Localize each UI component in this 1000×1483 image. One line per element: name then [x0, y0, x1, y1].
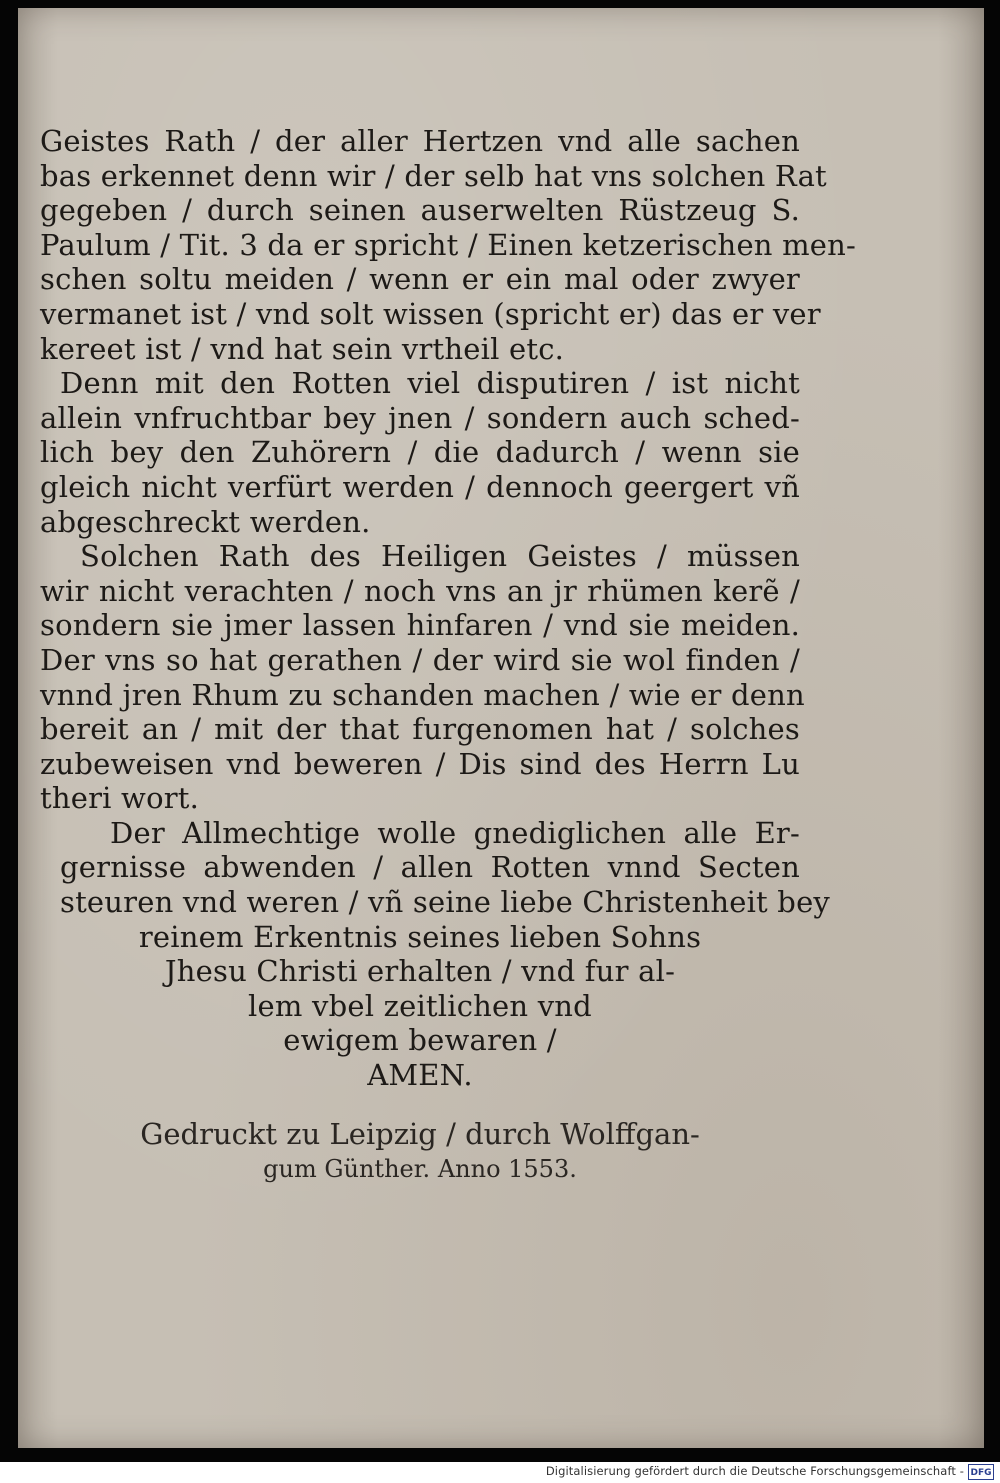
text-line: theri wort.	[40, 781, 200, 816]
body-text	[40, 124, 857, 1093]
colophon	[40, 1116, 800, 1185]
dfg-logo: DFG	[968, 1464, 994, 1480]
closing-line: lem vbel zeitlichen vnd	[248, 988, 592, 1023]
text-line: gleich nicht verfürt werden / dennoch geergert vñ	[40, 469, 800, 504]
amen-line: AMEN.	[367, 1058, 473, 1093]
text-line: bereit an / mit der that furgenomen hat / solches	[40, 712, 800, 747]
text-line: gegeben / durch seinen auserwelten Rüstzeug S.	[40, 193, 800, 228]
text-line: Solchen Rath des Heiligen Geistes / müssen	[80, 539, 800, 574]
text-line: abgeschreckt werden.	[40, 504, 371, 539]
closing-line: Der Allmechtige wolle gnediglichen alle Er-	[110, 815, 800, 850]
closing-line: ewigem bewaren /	[283, 1023, 557, 1058]
text-line: bas erkennet denn wir / der selb hat vns solchen Rat	[40, 158, 827, 193]
funding-credit: Digitalisierung gefördert durch die Deutsche Forschungsgemeinschaft -	[545, 1464, 964, 1478]
text-line: sondern sie jmer lassen hinfaren / vnd sie meiden.	[40, 608, 800, 643]
text-line: schen soltu meiden / wenn er ein mal oder zwyer	[40, 262, 800, 297]
text-line: Der vns so hat gerathen / der wird sie wol finden /	[40, 642, 800, 677]
book-page	[18, 8, 984, 1448]
text-line: allein vnfruchtbar bey jnen / sondern auch sched-	[40, 400, 800, 435]
text-line: zubeweisen vnd beweren / Dis sind des Herrn Lu	[40, 746, 800, 781]
colophon-line: gum Günther. Anno 1553.	[263, 1154, 577, 1183]
text-line: vermanet ist / vnd solt wissen (spricht er) das er ver	[40, 296, 821, 331]
colophon-line: Gedruckt zu Leipzig / durch Wolffgan-	[140, 1117, 700, 1151]
text-line: lich bey den Zuhörern / die dadurch / wenn sie	[40, 435, 800, 470]
text-line: Denn mit den Rotten viel disputiren / ist nicht	[60, 366, 800, 401]
closing-line: gernisse abwenden / allen Rotten vnnd Secten	[60, 850, 800, 885]
text-line: wir nicht verachten / noch vns an jr rhümen kerẽ /	[40, 573, 800, 608]
closing-line: reinem Erkentnis seines lieben Sohns	[138, 919, 702, 954]
text-line: Paulum / Tit. 3 da er spricht / Einen ketzerischen men-	[40, 227, 857, 262]
footer-bar	[0, 1462, 1000, 1483]
closing-line: steuren vnd weren / vñ seine liebe Christenheit bey	[60, 885, 831, 920]
text-line: Geistes Rath / der aller Hertzen vnd alle sachen	[40, 124, 800, 158]
text-line: kereet ist / vnd hat sein vrtheil etc.	[40, 331, 565, 366]
closing-line: Jhesu Christi erhalten / vnd fur al-	[164, 954, 676, 989]
text-line: vnnd jren Rhum zu schanden machen / wie er denn	[40, 677, 805, 712]
